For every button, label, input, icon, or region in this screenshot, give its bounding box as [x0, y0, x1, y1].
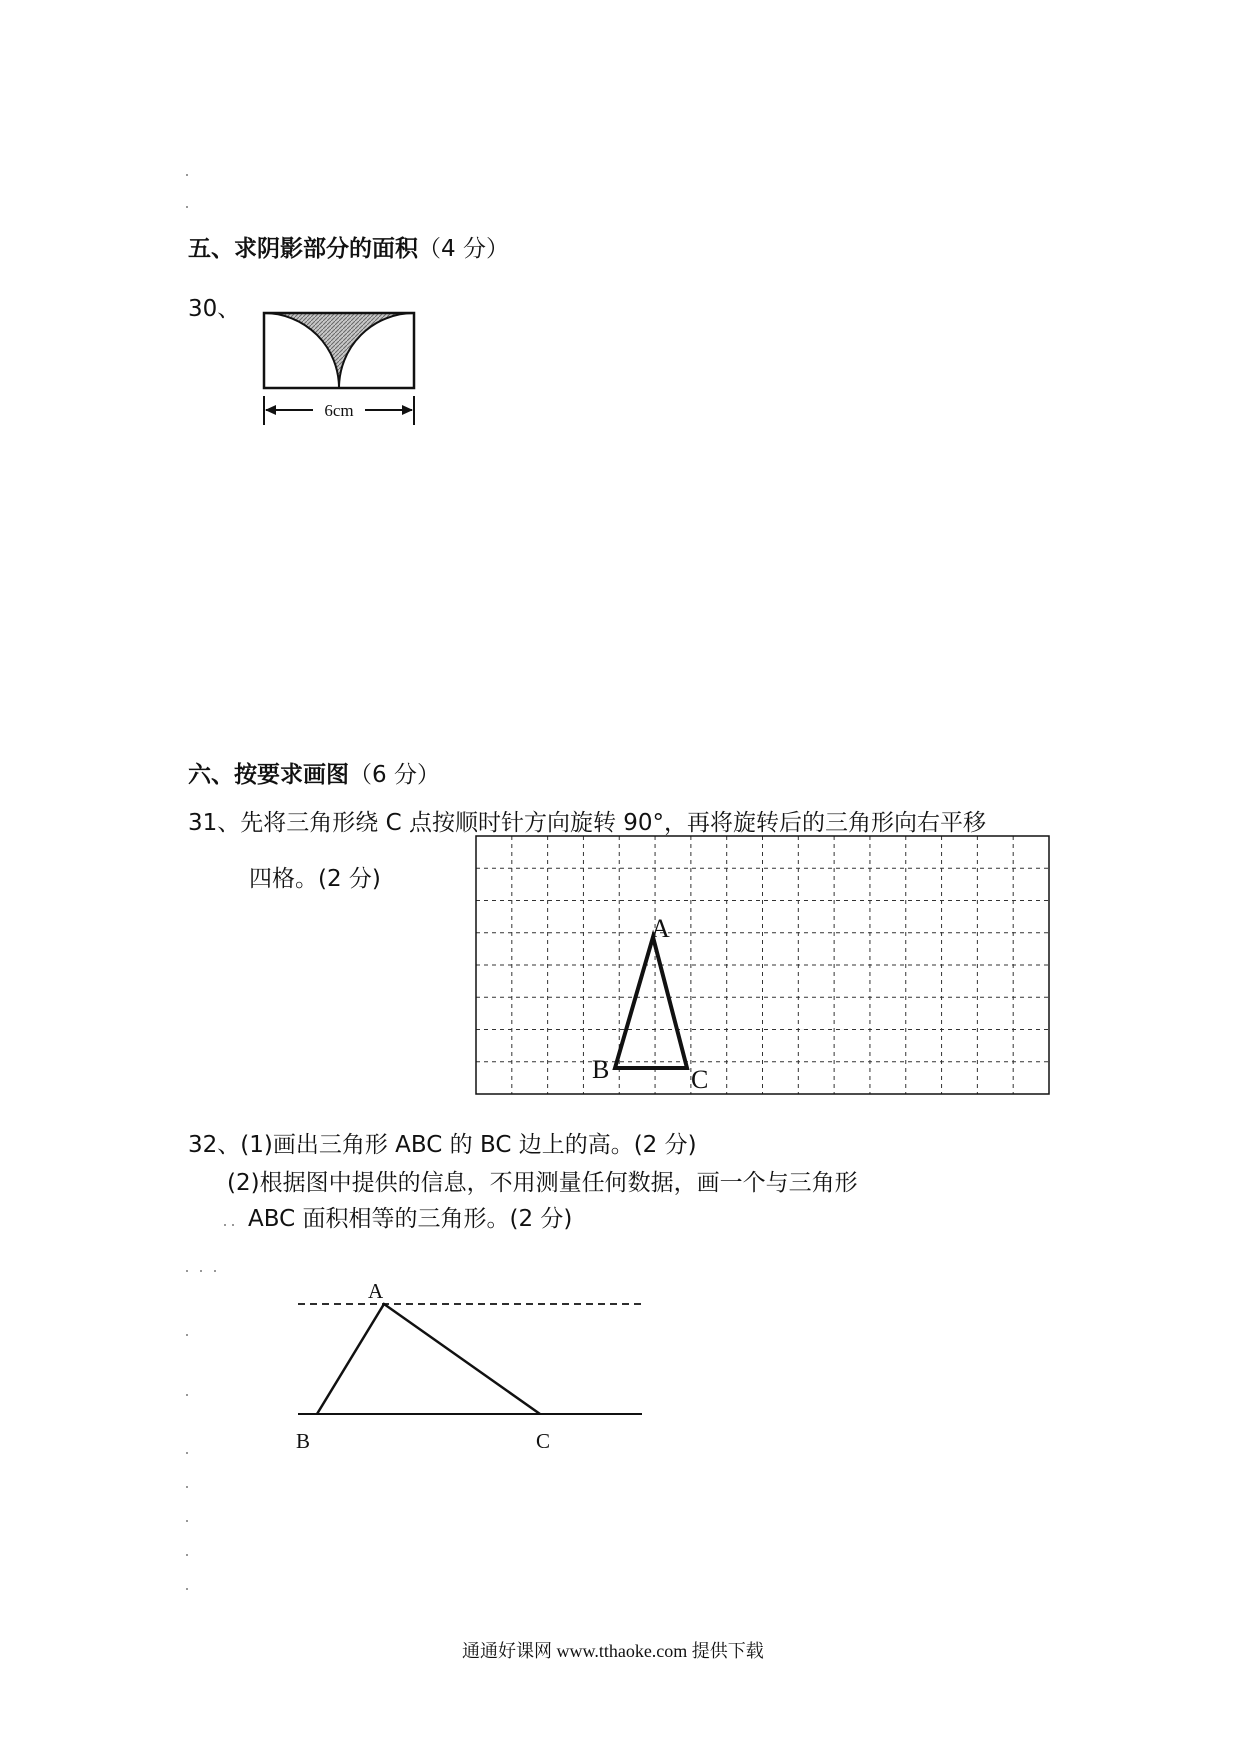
section-5-heading [188, 238, 509, 261]
margin-dot [186, 1486, 188, 1488]
question-30-number: 30、 [188, 296, 241, 322]
section-6-title: 六、按要求画图 [188, 762, 349, 788]
margin-dot [186, 1394, 188, 1396]
margin-dot [186, 1334, 188, 1336]
question-31-line-2: 四格。(2 分) [249, 866, 381, 892]
section-5-title: 五、求阴影部分的面积 [188, 236, 418, 262]
vertex-label-c: C [536, 1429, 551, 1453]
shaded-region [264, 313, 414, 388]
margin-dot [186, 174, 188, 176]
vertex-label-a: A [651, 914, 670, 943]
question-32-line-3: ABC 面积相等的三角形。(2 分) [248, 1206, 573, 1232]
triangle-abc [615, 937, 687, 1068]
section-5-points: （4 分） [418, 236, 509, 262]
triangle-abc-sides [317, 1304, 540, 1414]
page-footer: 通通好课网 www.tthaoke.com 提供下载 [462, 1641, 764, 1661]
dashed-grid [476, 836, 1049, 1094]
margin-dot [224, 1224, 226, 1226]
margin-dot [232, 1224, 234, 1226]
question-31-line-1: 31、先将三角形绕 C 点按顺时针方向旋转 90°，再将旋转后的三角形向右平移 [188, 810, 987, 836]
margin-dot [214, 1270, 216, 1272]
question-30-figure [255, 305, 425, 430]
question-32-line-1: 32、(1)画出三角形 ABC 的 BC 边上的高。(2 分) [188, 1132, 697, 1158]
question-32-figure [290, 1268, 650, 1453]
dimension-label: 6cm [324, 401, 354, 420]
margin-dot [186, 1452, 188, 1454]
arrowhead-left [265, 405, 276, 415]
arrowhead-right [402, 405, 413, 415]
section-6-points: （6 分） [349, 762, 440, 788]
vertex-label-b: B [592, 1055, 610, 1084]
margin-dot [186, 1270, 188, 1272]
vertex-label-c: C [691, 1065, 709, 1094]
question-31-grid-figure [470, 830, 1060, 1105]
margin-dot [186, 206, 188, 208]
vertex-label-a: A [368, 1279, 384, 1303]
margin-dot [186, 1554, 188, 1556]
vertex-label-b: B [296, 1429, 311, 1453]
question-32-line-2: (2)根据图中提供的信息，不用测量任何数据，画一个与三角形 [227, 1170, 858, 1196]
margin-dot [200, 1270, 202, 1272]
section-6-heading [188, 764, 440, 787]
margin-dot [186, 1520, 188, 1522]
margin-dot [186, 1588, 188, 1590]
